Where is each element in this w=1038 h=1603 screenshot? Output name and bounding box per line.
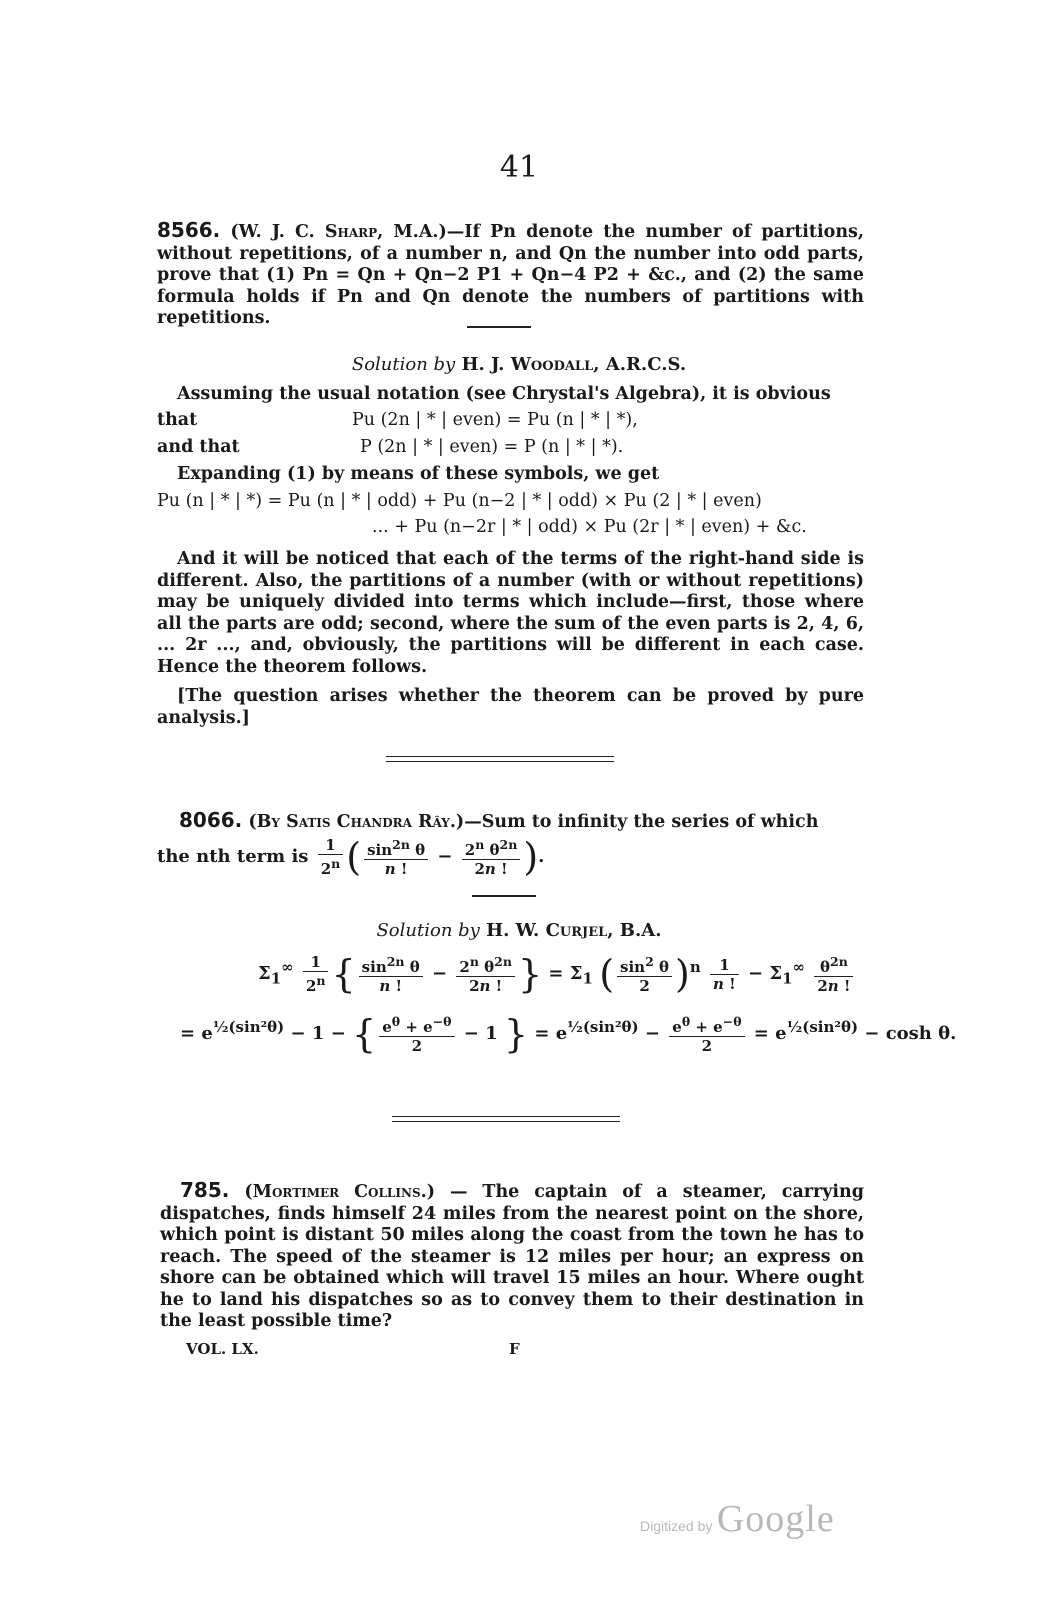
watermark-digitized: Digitized by — [640, 1518, 713, 1534]
section-divider — [386, 756, 614, 762]
watermark-brand: Google — [716, 1498, 835, 1540]
editor-note: [The question arises whether the theorem can be proved by pure analysis.] — [157, 686, 864, 728]
solution-equation-2: = $e^{\frac{1}{2}(sin^2\theta)} - 1$ − { $\frac{e^\theta + e^{-\theta}}{2}$ − 1 } = $e^{\frac{1}{2}(sin^2\theta)}$ − $\frac{e^\theta + e^{-\theta}}{2}$ = $e^{\frac{1}{2}(sin^2\theta)} - \cosh \theta$. — [180, 1012, 957, 1056]
solution-intro: Assuming the usual notation (see Chrystal's Algebra), it is obvious — [177, 384, 831, 404]
solution-author: H. J. Woodall, A.R.C.S. — [461, 354, 687, 375]
problem-number: 785. — [180, 1178, 230, 1202]
problem-text: —If Pn denote the number of partitions, without repetitions, of a number n, and Qn the number into odd parts, prove that (1) Pn = Qn + Qn−2 P1 + Qn−4 P2 + &c., and (2) the same formula holds if Pn and Qn denote the numbers of partitions with repetitions. — [157, 222, 864, 328]
short-rule — [467, 326, 531, 328]
problem-text: — The captain of a steamer, carrying dispatches, finds himself 24 miles from the nearest point on the shore, which point is distant 50 miles along the coast from the town he has to reach. The speed of the steamer is 12 miles per hour; an express on shore can be obtained which will travel 15 miles an hour. Where ought he to land his dispatches so as to convey them to their destination in the least possible time? — [160, 1182, 864, 1331]
solution-paragraph: And it will be noticed that each of the terms of the right-hand side is different. Also, the partitions of a number (with or without repetitions) may be uniquely divided into terms which include—first, those where all the parts are odd; second, where the sum of the even parts is 2, 4, 6, ... 2r ..., and, obviously, the partitions will be different in each case. Hence the theorem follows. — [157, 549, 864, 677]
problem-text: —Sum to infinity the series of which — [464, 812, 819, 832]
solution-author: H. W. Curjel, B.A. — [486, 920, 662, 941]
equation-3: Pu (n | * | *) = Pu (n | * | odd) + Pu (n−2 | * | odd) × Pu (2 | * | even) — [157, 491, 762, 511]
volume-footer: VOL. LX. — [186, 1340, 259, 1358]
short-rule — [472, 895, 536, 897]
problem-author: (Mortimer Collins.) — [244, 1182, 435, 1202]
solution-heading-8066 — [0, 920, 1038, 941]
expanding-text: Expanding (1) by means of these symbols, we get — [177, 464, 660, 484]
solution-prefix: Solution by — [351, 354, 456, 375]
problem-author: (By Satis Chandra Rây.) — [248, 812, 465, 832]
signature-mark: F — [509, 1340, 520, 1358]
nth-term-formula: the nth term is $\frac{1}{2^n}$ ( $\frac{\sin^{2n} \theta}{n !}$ − $\frac{2^n \theta^{2n}}{2n !}$ ). — [157, 835, 545, 879]
problem-785 — [160, 1180, 864, 1333]
section-divider — [392, 1116, 620, 1122]
problem-number: 8566. — [157, 218, 221, 242]
and-that-label: and that — [157, 437, 240, 457]
google-watermark — [640, 1497, 835, 1541]
equation-2: P (2n | * | even) = P (n | * | *). — [360, 437, 624, 457]
solution-equation-1: $\Sigma_1^\infty$ $\frac{1}{2^n}$ { $\frac{\sin^{2n} \theta}{n !}$ − $\frac{2^n \theta^{2n}}{2n !}$ } = $\Sigma_1$ ( $\frac{\sin^2 \theta}{2}$ )$^n$ $\frac{1}{n !}$ − $\Sigma_1^\infty$ $\frac{\theta^{2n}}{2n !}$ — [258, 952, 856, 996]
problem-author: (W. J. C. Sharp, M.A.) — [230, 222, 447, 242]
solution-prefix: Solution by — [376, 920, 480, 941]
equation-1: Pu (2n | * | even) = Pu (n | * | *), — [352, 410, 638, 430]
equation-4: ... + Pu (n−2r | * | odd) × Pu (2r | * | even) + &c. — [372, 517, 807, 537]
problem-8066 — [157, 810, 864, 834]
problem-number: 8066. — [179, 808, 243, 832]
solution-heading-8566 — [0, 354, 1038, 375]
page-number: 41 — [499, 150, 539, 185]
that-label: that — [157, 410, 198, 430]
problem-8566 — [157, 220, 864, 330]
